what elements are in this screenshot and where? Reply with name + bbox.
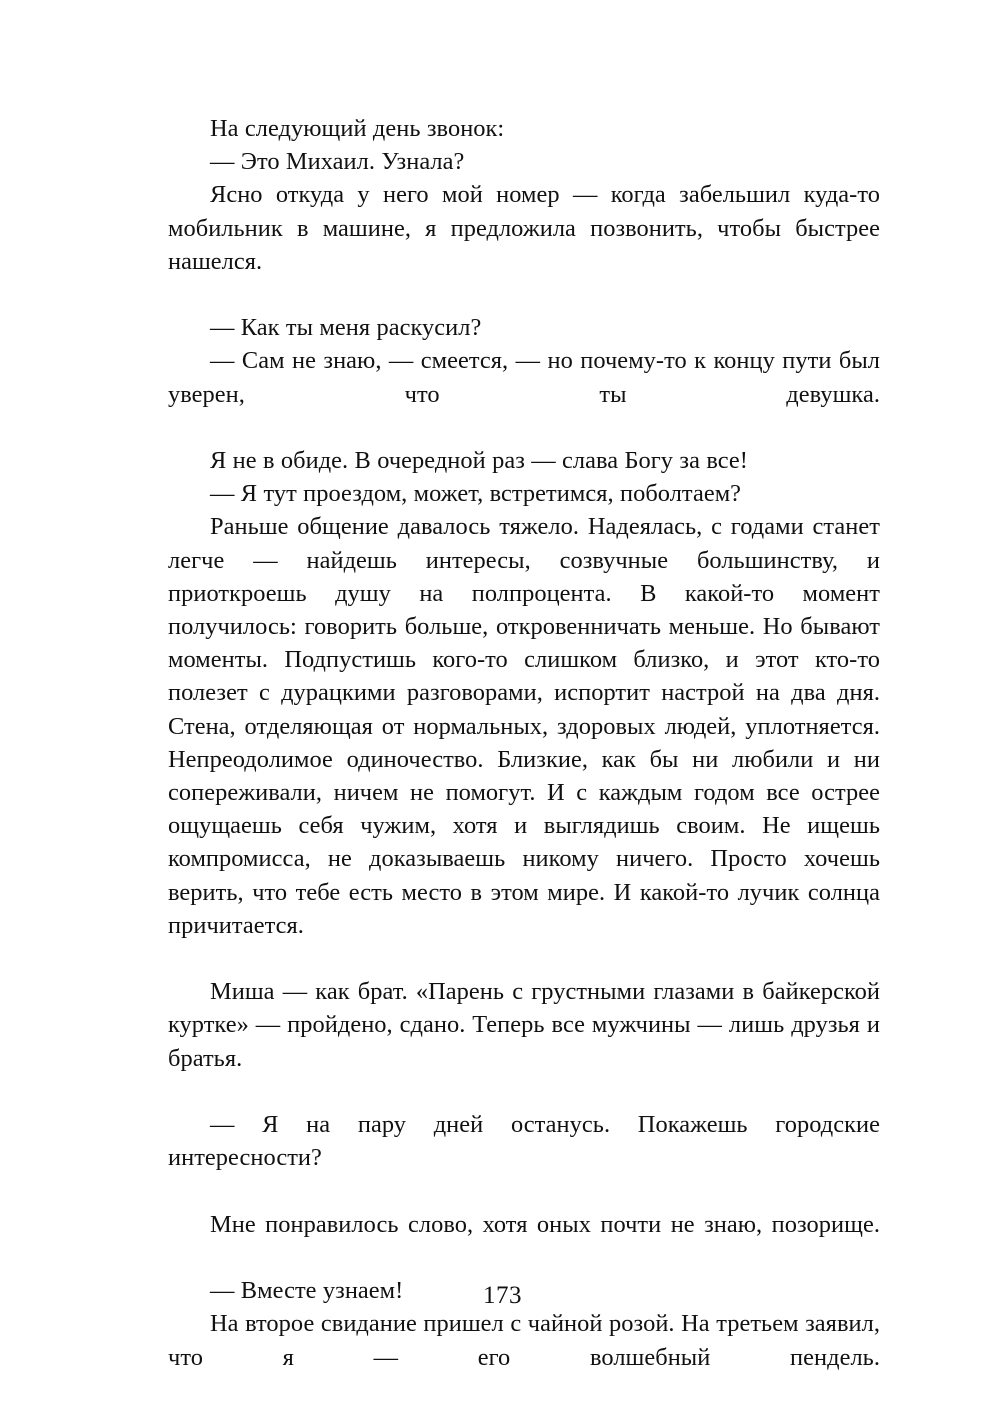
paragraph: Раньше общение давалось тяжело. Надеялась, с годами станет легче — найдешь интересы, созвучные большинству, и приоткроешь душу на полпроцента. В какой-то момент получилось: говорить больше, откровенничать меньше. Но бывают моменты. Подпустишь кого-то слишком близко, и этот кто-то полезет с дурацкими разговорами, испортит настрой на два дня. Стена, отделяющая от нормальных, здоровых людей, уплотняется. Непреодолимое одиночество. Близкие, как бы ни любили и ни сопереживали, ничем не помогут. И с каждым годом все острее ощущаешь себя чужим, хотя и выглядишь своим. Не ищешь компромисса, не доказываешь никому ничего. Просто хочешь верить, что тебе есть место в этом мире. И какой-то лучик солнца причитается. xyxy=(168,513,880,939)
paragraph: На второе свидание пришел с чайной розой. На третьем заявил, что я — его волшебный пендель. xyxy=(168,1310,880,1371)
page-number: 173 xyxy=(483,1282,522,1309)
paragraph: Ясно откуда у него мой номер — когда забельшил куда-то мобильник в машине, я предложила позвонить, чтобы быстрее нашелся. xyxy=(168,181,880,275)
paragraph: — Я тут проездом, может, встретимся, поболтаем? xyxy=(210,480,742,508)
paragraph: Я не в обиде. В очередной раз — слава Богу за все! xyxy=(210,447,748,475)
paragraph: — Вместе узнаем! xyxy=(210,1277,404,1305)
paragraph: Мне понравилось слово, хотя оных почти не знаю, позорище. xyxy=(210,1210,880,1238)
paragraph: На следующий день звонок: xyxy=(210,115,505,142)
paragraph: — Сам не знаю, — смеется, — но почему-то к концу пути был уверен, что ты девушка. xyxy=(168,347,880,408)
paragraph: — Это Михаил. Узнала? xyxy=(210,148,465,176)
paragraph: — Я на пару дней останусь. Покажешь городские интересности? xyxy=(168,1111,880,1172)
paragraph: Миша — как брат. «Парень с грустными глазами в байкерской куртке» — пройдено, сдано. Теперь все мужчины — лишь друзья и братья. xyxy=(168,978,880,1072)
paragraph: — Как ты меня раскусил? xyxy=(210,314,482,342)
page-text-block xyxy=(168,112,880,1407)
